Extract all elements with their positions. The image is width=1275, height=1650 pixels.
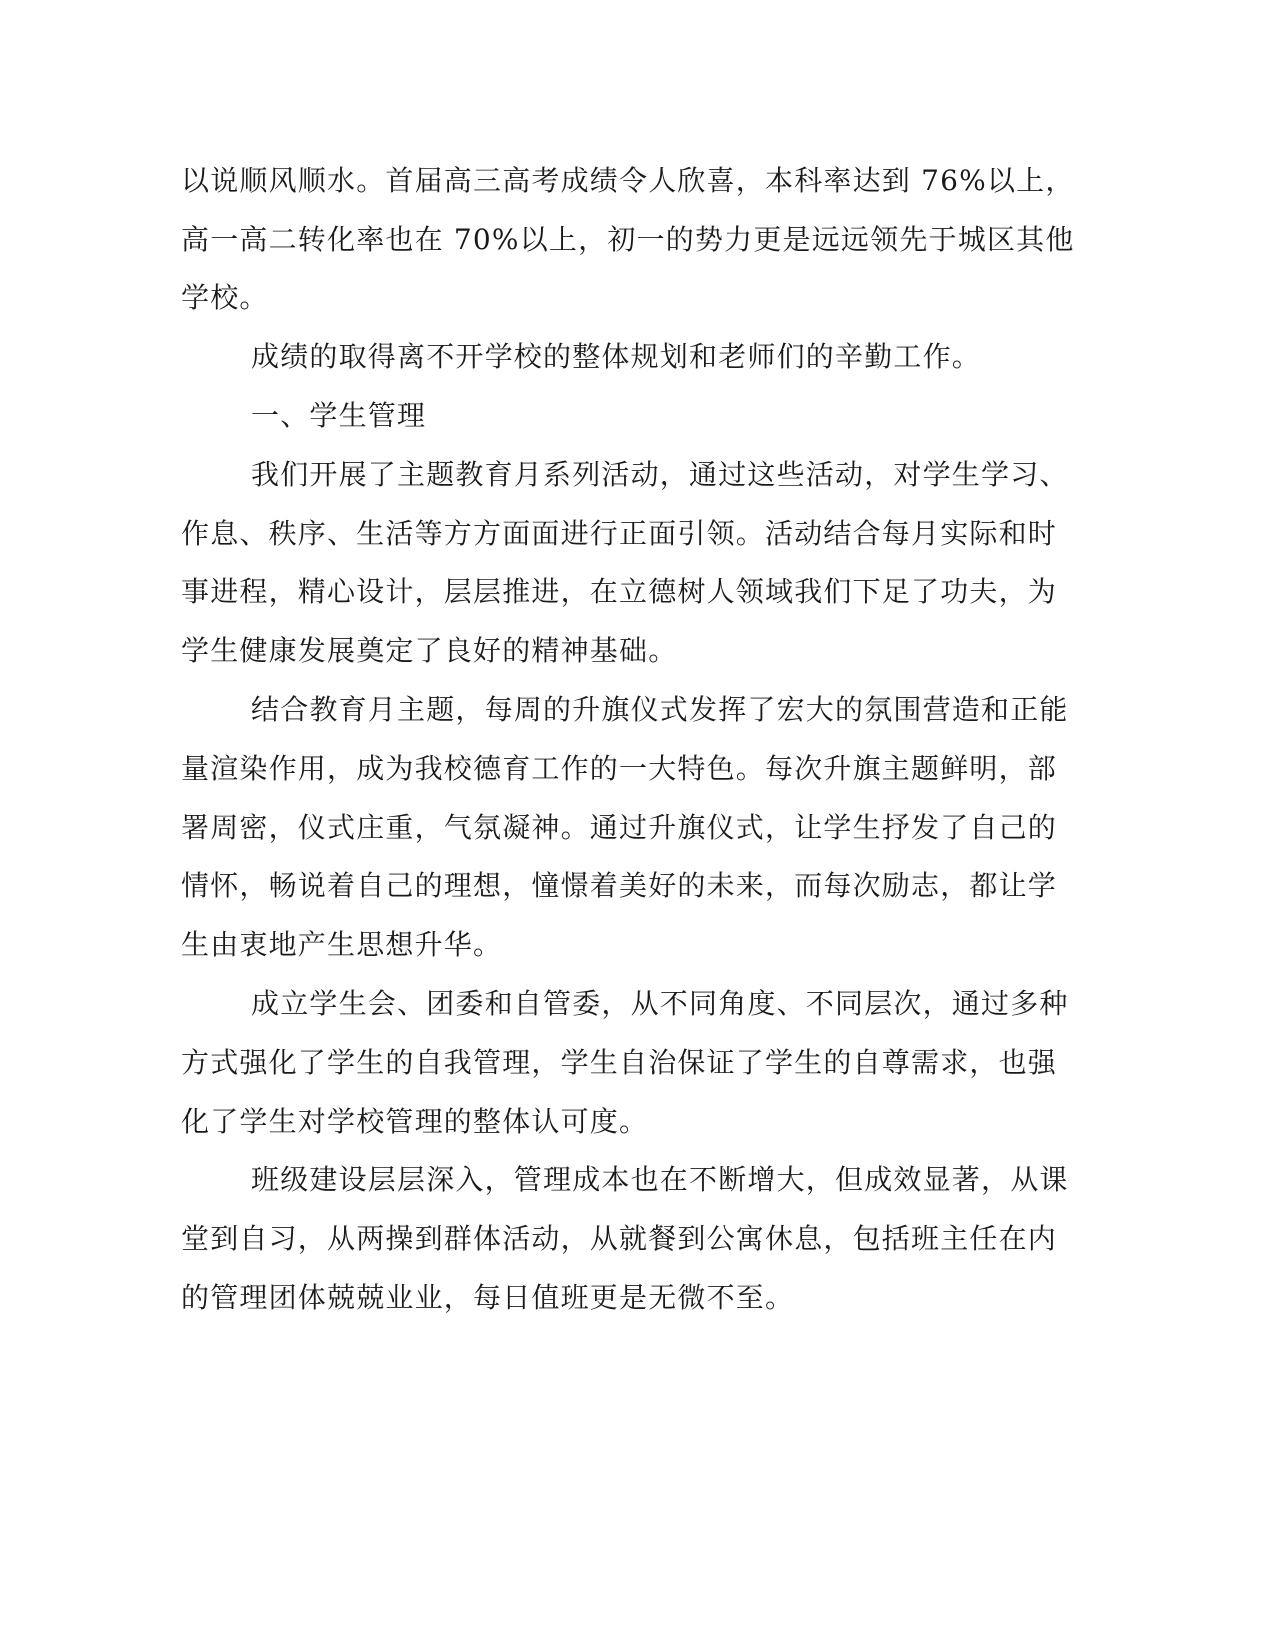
text-line: 成立学生会、团委和自管委，从不同角度、不同层次，通过多种 [251,987,1069,1020]
text-line: 量渲染作用，成为我校德育工作的一大特色。每次升旗主题鲜明，部 [181,752,1058,785]
text-line: 作息、秩序、生活等方方面面进行正面引领。活动结合每月实际和时 [181,517,1058,550]
text-line: 成绩的取得离不开学校的整体规划和老师们的辛勤工作。 [251,340,982,373]
text-line: 学校。 [181,281,269,314]
text-line: 班级建设层层深入，管理成本也在不断增大，但成效显著，从课 [251,1163,1069,1196]
text-line: 我们开展了主题教育月系列活动，通过这些活动，对学生学习、 [251,458,1069,491]
text-line: 以说顺风顺水。首届高三高考成绩令人欣喜，本科率达到 76%以上， [181,164,1075,197]
text-line: 化了学生对学校管理的整体认可度。 [181,1105,649,1138]
text-line: 结合教育月主题，每周的升旗仪式发挥了宏大的氛围营造和正能 [251,693,1069,726]
text-line: 堂到自习，从两操到群体活动，从就餐到公寓休息，包括班主任在内 [181,1222,1058,1255]
text-line: 高一高二转化率也在 70%以上，初一的势力更是远远领先于城区其他 [181,223,1075,256]
text-line: 学生健康发展奠定了良好的精神基础。 [181,634,678,667]
text-line: 署周密，仪式庄重，气氛凝神。通过升旗仪式，让学生抒发了自己的 [181,811,1058,844]
text-line: 生由衷地产生思想升华。 [181,928,503,961]
text-line: 的管理团体兢兢业业，每日值班更是无微不至。 [181,1281,795,1314]
text-line: 方式强化了学生的自我管理，学生自治保证了学生的自尊需求，也强 [181,1046,1058,1079]
text-line: 事进程，精心设计，层层推进，在立德树人领域我们下足了功夫，为 [181,575,1058,608]
section-heading: 一、学生管理 [251,399,427,432]
text-line: 情怀，畅说着自己的理想，憧憬着美好的未来，而每次励志，都让学 [181,869,1058,902]
